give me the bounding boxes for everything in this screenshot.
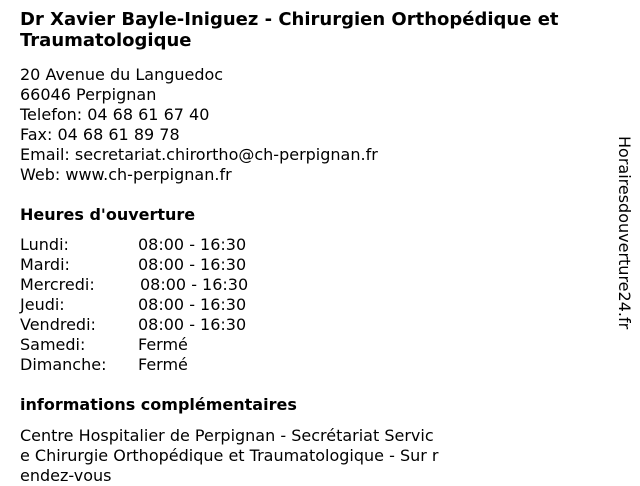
- page-title: Dr Xavier Bayle-Iniguez - Chirurgien Orthopédique et Traumatologique: [20, 9, 559, 51]
- website-address: Web: www.ch-perpignan.fr: [20, 165, 232, 184]
- site-watermark: Horairesdouverture24.fr: [615, 136, 634, 330]
- hours-row-friday: [20, 315, 300, 335]
- additional-info-heading: informations complémentaires: [20, 395, 297, 414]
- additional-info-text: Centre Hospitalier de Perpignan - Secrétariat Service Chirurgie Orthopédique et Traumatologique - Sur rendez-vous: [20, 426, 439, 485]
- time-value: 08:00 - 16:30: [138, 295, 247, 314]
- day-label: Dimanche:: [20, 355, 107, 374]
- hours-row-thursday: [20, 295, 300, 315]
- day-label: Jeudi:: [20, 295, 65, 314]
- day-label: Mercredi:: [20, 275, 95, 294]
- email-address: Email: secretariat.chirortho@ch-perpignan.fr: [20, 145, 378, 164]
- opening-hours-table: [20, 235, 300, 375]
- time-value: Fermé: [138, 335, 188, 354]
- time-value: 08:00 - 16:30: [138, 315, 247, 334]
- time-value: 08:00 - 16:30: [140, 275, 249, 294]
- opening-hours-heading: Heures d'ouverture: [20, 205, 196, 224]
- hours-row-wednesday: [20, 275, 300, 295]
- city-postcode: 66046 Perpignan: [20, 85, 157, 104]
- contact-block: [20, 65, 378, 185]
- hours-row-tuesday: [20, 255, 300, 275]
- hours-row-sunday: [20, 355, 300, 375]
- fax-number: Fax: 04 68 61 89 78: [20, 125, 180, 144]
- hours-row-saturday: [20, 335, 300, 355]
- street-address: 20 Avenue du Languedoc: [20, 65, 224, 84]
- day-label: Mardi:: [20, 255, 70, 274]
- time-value: 08:00 - 16:30: [138, 255, 247, 274]
- time-value: Fermé: [138, 355, 188, 374]
- day-label: Samedi:: [20, 335, 86, 354]
- time-value: 08:00 - 16:30: [138, 235, 247, 254]
- day-label: Vendredi:: [20, 315, 96, 334]
- day-label: Lundi:: [20, 235, 69, 254]
- phone-number: Telefon: 04 68 61 67 40: [20, 105, 210, 124]
- hours-row-monday: [20, 235, 300, 255]
